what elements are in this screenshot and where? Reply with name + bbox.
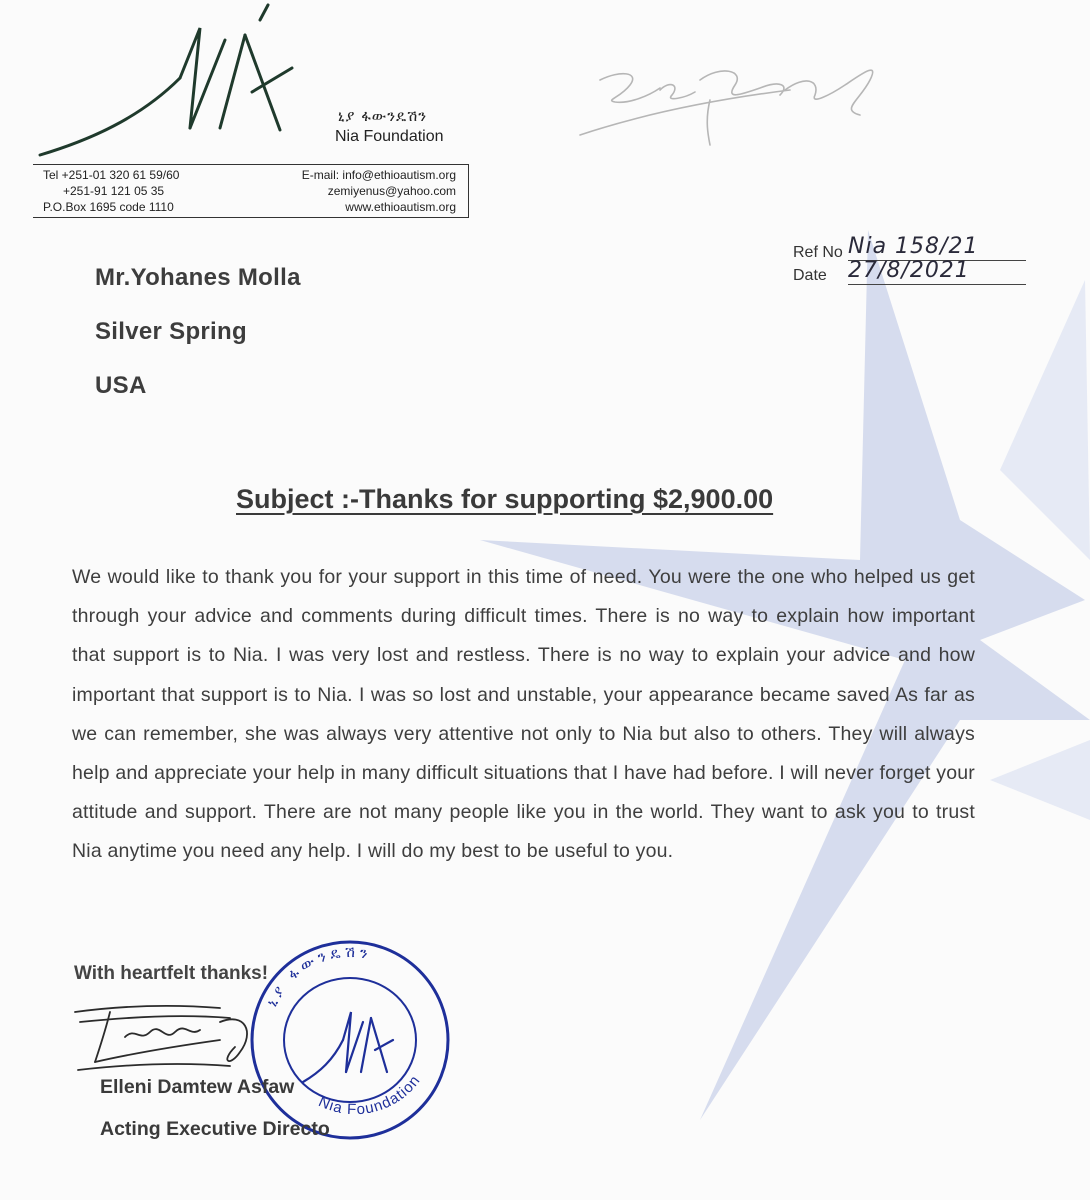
recipient-city: Silver Spring: [95, 318, 247, 345]
contact-web: [302, 167, 456, 215]
recipient-name: Mr.Yohanes Molla: [95, 264, 301, 291]
letter-closing: With heartfelt thanks!: [74, 963, 269, 984]
contact-phones: [43, 167, 179, 215]
contact-pobox: P.O.Box 1695 code 1110: [43, 200, 174, 214]
org-name-amharic: ኒያ ፋውንዴሽን: [338, 107, 428, 125]
reference-labels: [793, 241, 843, 287]
date-value: 27/8/2021: [848, 258, 970, 283]
org-name: Nia Foundation: [335, 128, 444, 145]
date-label: Date: [793, 267, 827, 284]
contact-box: [33, 164, 469, 218]
recipient-country: USA: [95, 372, 147, 399]
nia-logo: [30, 0, 330, 160]
letter-body: We would like to thank you for your support in this time of need. You were the one who helped us get through your advice and comments during difficult times. There is no way to explain how important that support is to Nia. I was very lost and restless. There is no way to explain your advice and how important that support is to Nia. I was so lost and unstable, your appearance became saved As far as we can remember, she was always very attentive not only to Nia but also to others. They will always help and appreciate your help in many difficult situations that I have had before. I will never forget your attitude and support. There are not many people like you in the world. They want to ask you to trust Nia anytime you need any help. I will do my best to be useful to you.: [72, 566, 975, 863]
signatory-title: Acting Executive Directo: [100, 1118, 330, 1140]
svg-text:Nia Foundation: [316, 1072, 424, 1118]
contact-tel: Tel +251-01 320 61 59/60: [43, 168, 180, 182]
contact-email-alt: zemiyenus@yahoo.com: [327, 184, 456, 198]
ref-label: Ref No: [793, 244, 843, 261]
contact-email: E-mail: info@ethioautism.org: [301, 168, 456, 182]
top-signature: [560, 40, 920, 150]
svg-text:ኒያ ፋውንዴሽን: [263, 943, 373, 1009]
letter-subject: Subject :-Thanks for supporting $2,900.00: [236, 484, 774, 514]
signatory-name: Elleni Damtew Asfaw: [100, 1076, 295, 1098]
contact-website: www.ethioautism.org: [345, 200, 456, 214]
ref-value: Nia 158/21: [848, 234, 979, 259]
date-line: [848, 284, 1026, 285]
contact-mobile: +251-91 121 05 35: [63, 184, 165, 198]
stamp-top-text: ኒያ ፋውንዴሽን: [262, 942, 374, 1010]
stamp-bottom-text: Nia Foundation: [315, 1071, 424, 1119]
